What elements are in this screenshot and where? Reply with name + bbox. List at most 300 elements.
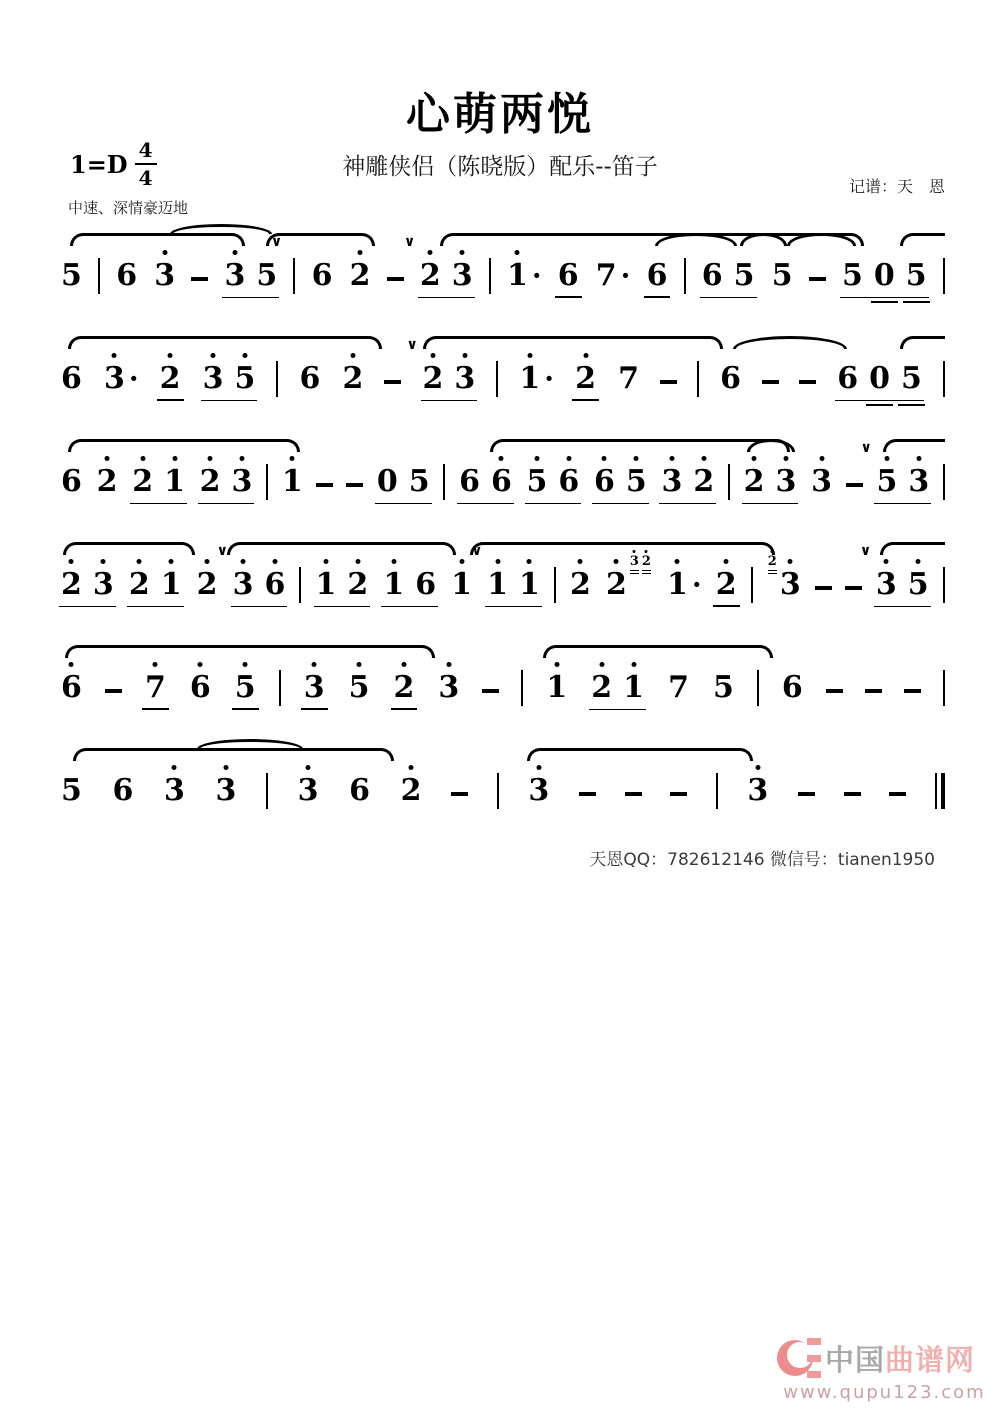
note-char: 1 bbox=[450, 567, 473, 603]
beam-underline bbox=[742, 503, 799, 505]
octave-dot bbox=[527, 559, 532, 564]
octave-dot bbox=[602, 456, 607, 461]
note-char: 5 bbox=[256, 258, 278, 293]
octave-dot bbox=[428, 250, 433, 255]
breath-mark: ∨ bbox=[471, 543, 483, 559]
barline bbox=[716, 773, 718, 809]
octave-dot bbox=[172, 456, 177, 461]
beam-underline bbox=[874, 503, 931, 505]
beamed-note-group bbox=[458, 464, 513, 500]
note-char: 2 bbox=[96, 464, 119, 500]
beamed-note-group bbox=[403, 234, 474, 294]
note bbox=[144, 670, 167, 706]
note-char: 3 bbox=[907, 464, 930, 500]
octave-dot bbox=[355, 559, 360, 564]
note bbox=[450, 567, 473, 603]
note bbox=[60, 361, 83, 397]
beam-underline bbox=[314, 606, 371, 608]
slur-arc bbox=[70, 233, 245, 246]
note bbox=[346, 567, 369, 603]
note-char: 2 bbox=[196, 567, 219, 603]
octave-dot bbox=[633, 550, 636, 553]
note bbox=[712, 670, 735, 706]
score bbox=[0, 210, 1000, 828]
octave-dot bbox=[459, 559, 464, 564]
barline bbox=[266, 773, 268, 809]
octave-dot bbox=[350, 353, 355, 358]
note bbox=[281, 464, 304, 500]
note bbox=[775, 464, 798, 500]
note-char: 1 bbox=[382, 567, 405, 603]
note-char: 3 bbox=[746, 773, 769, 809]
augmentation-dot: · bbox=[620, 259, 631, 292]
duration-dash bbox=[865, 689, 882, 693]
octave-dot bbox=[101, 559, 106, 564]
note-char: 6 bbox=[189, 670, 212, 706]
contact-info: 天恩QQ：782612146 微信号：tianen1950 bbox=[589, 850, 935, 870]
note bbox=[341, 361, 364, 397]
beam-underline bbox=[375, 503, 432, 505]
note bbox=[215, 773, 238, 809]
underline bbox=[898, 404, 925, 407]
note-char: 2 bbox=[715, 567, 738, 603]
note bbox=[836, 361, 859, 397]
octave-dot bbox=[239, 456, 244, 461]
note bbox=[569, 567, 592, 603]
octave-dot bbox=[312, 662, 317, 667]
note-char: 2 bbox=[590, 670, 613, 706]
octave-dot bbox=[208, 456, 213, 461]
octave-dot bbox=[583, 353, 588, 358]
note-char: 3 bbox=[451, 258, 474, 294]
note bbox=[458, 464, 481, 500]
beamed-note-group bbox=[223, 234, 283, 294]
note bbox=[348, 670, 371, 706]
measure-row bbox=[60, 543, 945, 605]
augmentation-dot: · bbox=[128, 362, 139, 395]
note bbox=[907, 567, 930, 603]
note bbox=[400, 773, 423, 809]
note bbox=[875, 567, 898, 603]
beamed-note-group bbox=[406, 337, 477, 397]
grace-notes bbox=[630, 555, 651, 569]
note-char: 2 bbox=[422, 361, 445, 397]
octave-dot bbox=[290, 456, 295, 461]
breath-mark: ∨ bbox=[216, 543, 228, 559]
octave-dot bbox=[140, 456, 145, 461]
note bbox=[128, 567, 151, 603]
note-char: 1 bbox=[545, 670, 568, 706]
beamed-note-group bbox=[526, 464, 581, 500]
octave-dot bbox=[242, 353, 247, 358]
note-char: 3 bbox=[92, 567, 115, 603]
note bbox=[666, 567, 702, 603]
beam-underline bbox=[700, 297, 757, 299]
note bbox=[223, 258, 246, 294]
duration-dash bbox=[316, 483, 333, 487]
note-char: 6 bbox=[646, 258, 669, 294]
octave-dot bbox=[701, 456, 706, 461]
barline bbox=[697, 361, 699, 397]
note bbox=[112, 773, 135, 809]
note bbox=[746, 773, 769, 809]
beam-underline bbox=[592, 503, 649, 505]
beam-underline bbox=[589, 709, 646, 711]
duration-dash bbox=[105, 689, 122, 693]
beam-underline bbox=[840, 297, 929, 299]
barline bbox=[943, 567, 945, 603]
duration-dash bbox=[451, 792, 468, 796]
octave-dot bbox=[168, 353, 173, 358]
underline bbox=[642, 573, 651, 575]
note bbox=[557, 464, 580, 500]
barline bbox=[497, 773, 499, 809]
beamed-note-group bbox=[701, 258, 756, 294]
octave-dot bbox=[446, 662, 451, 667]
underline bbox=[630, 570, 639, 572]
note-char: 6 bbox=[593, 464, 616, 500]
underline bbox=[157, 399, 184, 402]
note-char: 2 bbox=[419, 258, 442, 294]
duration-dash bbox=[346, 483, 363, 487]
slur-arc bbox=[73, 748, 393, 761]
slur-arc bbox=[883, 439, 945, 452]
note bbox=[199, 464, 222, 500]
note-char: 5 bbox=[907, 567, 930, 603]
note-char: 3 bbox=[303, 670, 326, 706]
duration-dash bbox=[809, 277, 826, 281]
note bbox=[527, 773, 550, 809]
note-char: 6 bbox=[311, 258, 333, 293]
note bbox=[506, 258, 542, 294]
octave-dot bbox=[916, 559, 921, 564]
note-char: 5 bbox=[61, 773, 82, 808]
note-char: 7 bbox=[595, 258, 617, 293]
note-char: 1 bbox=[518, 567, 541, 603]
octave-dot bbox=[771, 550, 774, 553]
note-char: 2 bbox=[131, 464, 154, 500]
octave-dot bbox=[554, 662, 559, 667]
beam-underline bbox=[381, 606, 438, 608]
slur-layer bbox=[60, 228, 945, 246]
tie-arc bbox=[170, 224, 272, 234]
note bbox=[595, 258, 631, 294]
note bbox=[486, 567, 509, 603]
note bbox=[382, 567, 405, 603]
slur-layer bbox=[60, 434, 945, 452]
beamed-note-group bbox=[743, 464, 798, 500]
music-line bbox=[0, 210, 1000, 313]
octave-dot bbox=[137, 559, 142, 564]
barline bbox=[293, 258, 295, 294]
barline bbox=[554, 567, 556, 603]
barline bbox=[943, 670, 945, 706]
beamed-note-group bbox=[836, 361, 923, 397]
note bbox=[557, 258, 580, 294]
note bbox=[419, 258, 442, 294]
note bbox=[196, 567, 219, 603]
breath-mark: ∨ bbox=[403, 234, 416, 250]
note-char: 6 bbox=[299, 361, 321, 396]
octave-dot bbox=[462, 353, 467, 358]
barline bbox=[443, 464, 445, 500]
octave-dot bbox=[599, 662, 604, 667]
breath-mark: ∨ bbox=[406, 337, 418, 353]
watermark-site-name-pink: 曲谱网 bbox=[885, 1342, 976, 1377]
note-char: 1 bbox=[518, 361, 541, 397]
measure-row bbox=[60, 440, 945, 502]
note bbox=[234, 670, 257, 706]
note bbox=[348, 773, 371, 809]
note-char: 7 bbox=[668, 670, 689, 705]
underline bbox=[642, 570, 651, 572]
note-char: 3 bbox=[660, 464, 683, 500]
beamed-note-group bbox=[315, 567, 370, 603]
note-char: 2 bbox=[605, 567, 628, 603]
octave-dot bbox=[105, 456, 110, 461]
slur-layer bbox=[60, 537, 945, 555]
beam-underline bbox=[222, 297, 279, 299]
watermark bbox=[777, 1336, 992, 1403]
octave-dot bbox=[357, 662, 362, 667]
note bbox=[667, 670, 690, 706]
key-label: 1=D bbox=[70, 149, 128, 179]
note-char: 3 bbox=[810, 464, 833, 500]
beam-underline bbox=[59, 606, 116, 608]
octave-dot bbox=[724, 559, 729, 564]
octave-dot bbox=[211, 353, 216, 358]
octave-dot bbox=[162, 250, 167, 255]
note-char: 6 bbox=[415, 567, 437, 602]
barline bbox=[98, 258, 100, 294]
note-char: 7 bbox=[618, 361, 639, 396]
note bbox=[131, 464, 154, 500]
note-char: 1 bbox=[315, 567, 338, 603]
note bbox=[593, 464, 616, 500]
note-char: 0 bbox=[868, 361, 891, 397]
octave-dot bbox=[578, 559, 583, 564]
subtitle: 神雕侠侣（陈晓版）配乐--笛子 bbox=[342, 154, 658, 180]
note-char: 6 bbox=[263, 567, 286, 603]
note bbox=[646, 258, 669, 294]
note bbox=[875, 464, 898, 500]
duration-dash bbox=[625, 792, 642, 796]
beam-underline bbox=[421, 400, 478, 402]
beamed-note-group bbox=[382, 567, 437, 603]
note bbox=[349, 258, 372, 294]
duration-dash bbox=[846, 483, 863, 487]
octave-dot bbox=[566, 456, 571, 461]
note-char: 1 bbox=[506, 258, 529, 294]
breath-mark: ∨ bbox=[860, 440, 872, 456]
underline bbox=[391, 708, 418, 711]
note bbox=[771, 258, 794, 294]
beamed-note-group bbox=[859, 543, 930, 603]
note bbox=[719, 361, 742, 397]
beamed-note-group bbox=[202, 361, 257, 397]
note bbox=[311, 258, 334, 294]
octave-dot bbox=[243, 662, 248, 667]
barline bbox=[489, 258, 491, 294]
note-char: 5 bbox=[348, 670, 371, 706]
music-line bbox=[0, 313, 1000, 416]
duration-dash bbox=[845, 586, 862, 590]
duration-dash bbox=[799, 380, 816, 384]
augmentation-dot: · bbox=[691, 568, 702, 601]
note-char: 5 bbox=[712, 670, 734, 705]
note bbox=[231, 464, 254, 500]
note-char: 6 bbox=[116, 258, 138, 293]
note bbox=[60, 258, 83, 294]
transcriber-credit: 记谱：天 恩 bbox=[848, 177, 945, 196]
duration-dash bbox=[762, 380, 779, 384]
beam-underline bbox=[874, 606, 931, 608]
note-char: 6 bbox=[781, 670, 803, 705]
note bbox=[905, 258, 928, 294]
note bbox=[692, 464, 715, 500]
note bbox=[453, 361, 476, 397]
duration-dash bbox=[579, 792, 596, 796]
note-char: 5 bbox=[526, 464, 549, 500]
note-char: 3 bbox=[297, 773, 320, 809]
underline bbox=[630, 573, 639, 575]
note bbox=[202, 361, 225, 397]
octave-dot bbox=[819, 456, 824, 461]
slur-arc bbox=[900, 336, 945, 349]
slur-layer bbox=[60, 640, 945, 658]
octave-dot bbox=[172, 765, 177, 770]
grace-note: 2 bbox=[642, 555, 651, 569]
slur-arc bbox=[423, 336, 723, 349]
note bbox=[103, 361, 139, 397]
watermark-url: www.qupu123.com bbox=[783, 1382, 986, 1403]
note-char: 3 bbox=[215, 773, 238, 809]
octave-dot bbox=[460, 250, 465, 255]
note bbox=[781, 670, 804, 706]
duration-dash bbox=[384, 380, 401, 384]
barline bbox=[943, 464, 945, 500]
duration-dash bbox=[904, 689, 921, 693]
octave-dot bbox=[69, 559, 74, 564]
note-char: 3 bbox=[437, 670, 460, 706]
octave-dot bbox=[536, 765, 541, 770]
note bbox=[159, 361, 182, 397]
slur-arc bbox=[63, 542, 195, 555]
underline bbox=[142, 708, 169, 711]
note-char: 6 bbox=[701, 258, 723, 293]
octave-dot bbox=[69, 662, 74, 667]
octave-dot bbox=[634, 456, 639, 461]
beamed-note-group bbox=[860, 440, 930, 500]
beamed-note-group bbox=[471, 543, 541, 603]
note-char: 6 bbox=[837, 361, 859, 396]
beamed-note-group bbox=[60, 567, 115, 603]
beam-underline bbox=[198, 503, 255, 505]
measure-row bbox=[60, 668, 945, 708]
octave-dot bbox=[534, 456, 539, 461]
note bbox=[297, 773, 320, 809]
note-char: 3 bbox=[202, 361, 225, 397]
note-char: 5 bbox=[905, 258, 928, 294]
beam-underline bbox=[130, 503, 187, 505]
note-char: 5 bbox=[233, 361, 256, 397]
barline bbox=[266, 464, 268, 500]
note bbox=[60, 464, 83, 500]
octave-dot bbox=[169, 559, 174, 564]
note-char: 3 bbox=[153, 258, 176, 294]
note bbox=[900, 361, 923, 397]
note-char: 0 bbox=[873, 258, 896, 294]
slur-arc bbox=[900, 233, 945, 246]
underline bbox=[572, 399, 599, 402]
octave-dot bbox=[409, 765, 414, 770]
note-char: 0 bbox=[376, 464, 398, 499]
underline bbox=[232, 708, 259, 711]
beam-underline bbox=[127, 606, 184, 608]
duration-dash bbox=[826, 689, 843, 693]
barline bbox=[684, 258, 686, 294]
note bbox=[163, 773, 186, 809]
barline bbox=[757, 670, 759, 706]
slur-arc bbox=[880, 542, 945, 555]
duration-dash bbox=[482, 689, 499, 693]
slur-arc bbox=[470, 542, 775, 555]
note bbox=[518, 361, 554, 397]
beam-underline bbox=[418, 297, 475, 299]
note bbox=[660, 464, 683, 500]
note-char: 5 bbox=[733, 258, 755, 293]
beam-underline bbox=[457, 503, 514, 505]
underline bbox=[903, 301, 930, 304]
note bbox=[518, 567, 541, 603]
underline bbox=[713, 605, 740, 608]
barline bbox=[943, 361, 945, 397]
music-line bbox=[0, 416, 1000, 519]
music-line bbox=[0, 622, 1000, 725]
note bbox=[574, 361, 597, 397]
music-line bbox=[0, 519, 1000, 622]
note-char: 3 bbox=[453, 361, 476, 397]
slur-layer bbox=[60, 331, 945, 349]
augmentation-dot: · bbox=[544, 362, 555, 395]
octave-dot bbox=[788, 559, 793, 564]
barline bbox=[935, 773, 937, 809]
octave-dot bbox=[205, 559, 210, 564]
note bbox=[526, 464, 549, 500]
note bbox=[115, 258, 138, 294]
octave-dot bbox=[430, 353, 435, 358]
final-barline bbox=[935, 773, 945, 809]
page-title: 心萌两悦 bbox=[406, 89, 594, 140]
tie-arc bbox=[733, 336, 847, 349]
underline bbox=[871, 301, 898, 304]
note bbox=[393, 670, 416, 706]
octave-dot bbox=[669, 456, 674, 461]
octave-dot bbox=[306, 765, 311, 770]
octave-dot bbox=[499, 456, 504, 461]
measure-row bbox=[60, 337, 945, 399]
underline bbox=[866, 404, 893, 407]
duration-dash bbox=[844, 792, 861, 796]
note bbox=[315, 567, 338, 603]
beamed-note-group bbox=[841, 258, 928, 294]
slur-arc bbox=[68, 439, 300, 452]
beamed-note-group bbox=[128, 567, 183, 603]
octave-dot bbox=[527, 353, 532, 358]
note bbox=[590, 670, 613, 706]
note-char: 1 bbox=[281, 464, 304, 500]
note-char: 1 bbox=[486, 567, 509, 603]
